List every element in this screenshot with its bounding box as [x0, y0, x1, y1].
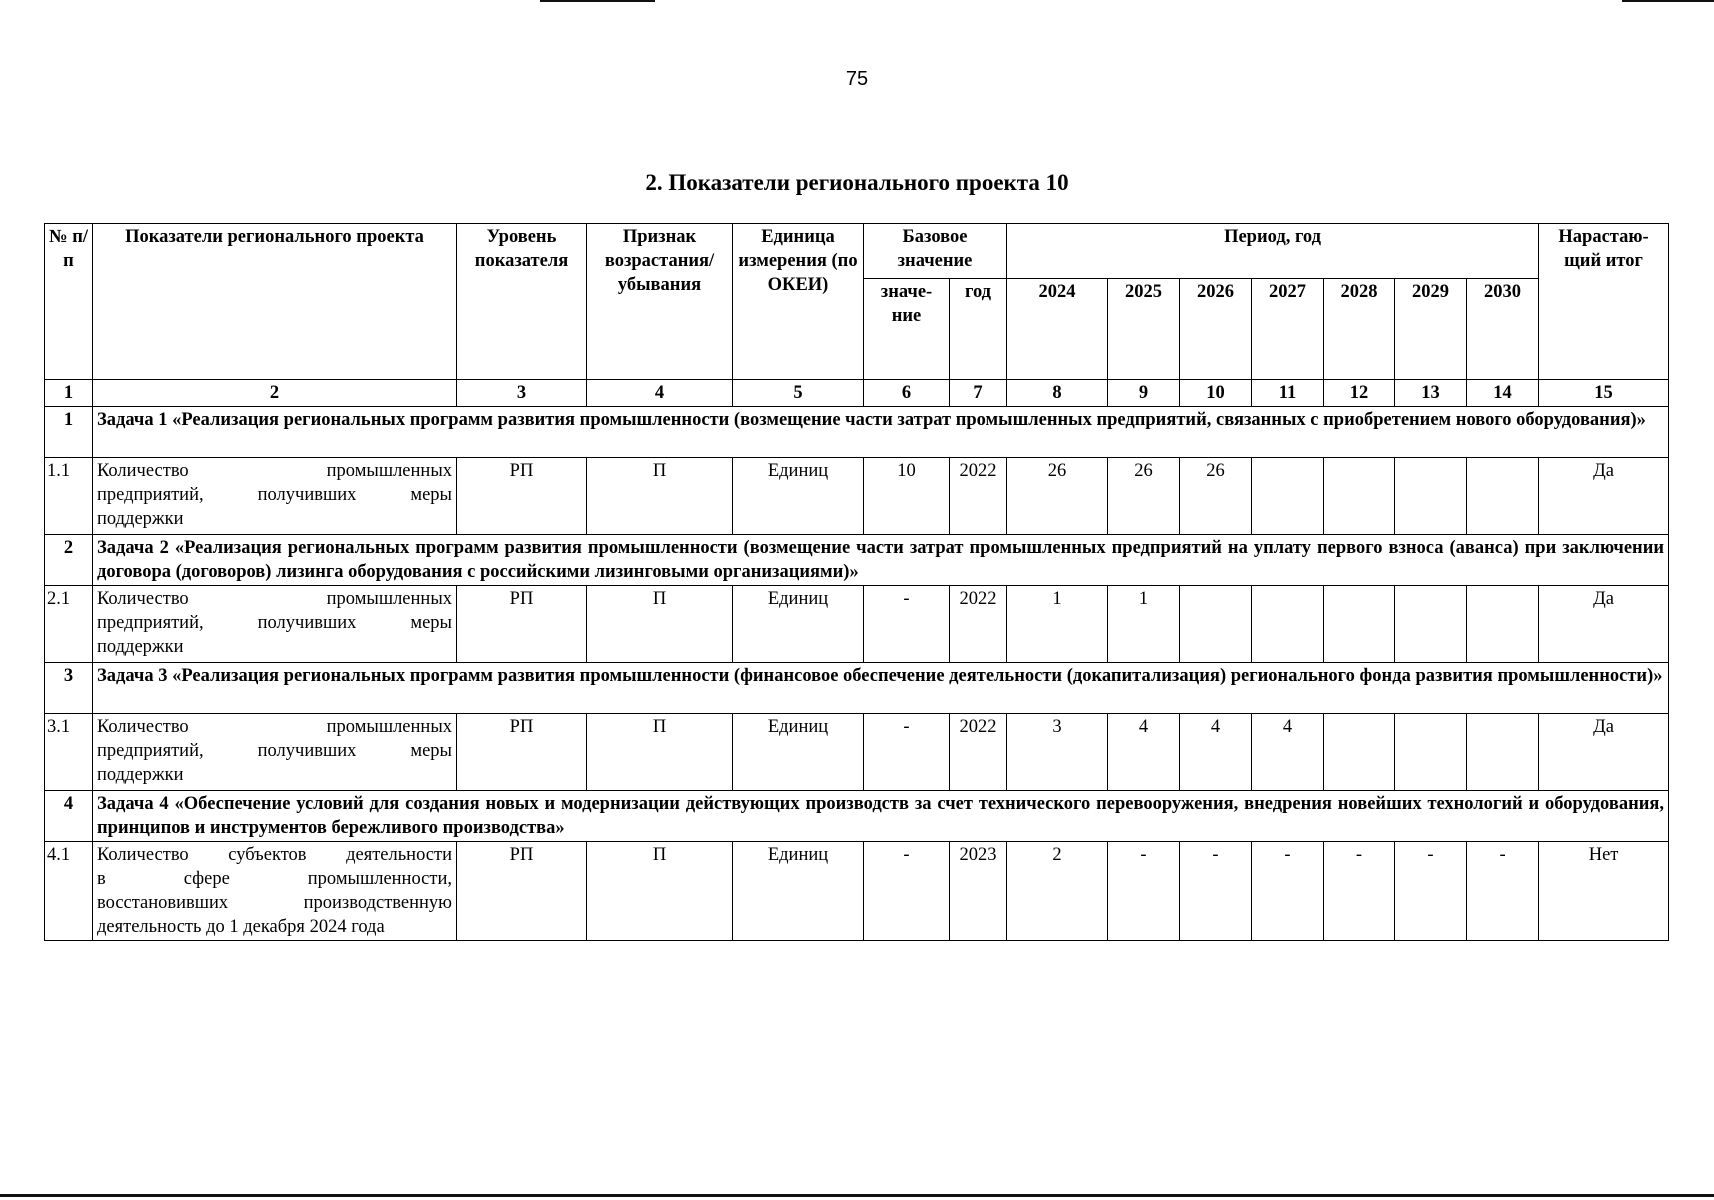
header-year-2028: 2028: [1324, 279, 1395, 380]
scan-edge-top-right: [1622, 0, 1714, 2]
indicator-unit: Единиц: [733, 458, 864, 535]
column-number: 9: [1108, 380, 1180, 407]
year-value-2029: [1395, 586, 1467, 663]
year-value-2024: 26: [1007, 458, 1108, 535]
indicator-name-line: поддержки: [97, 637, 184, 658]
scan-edge-top-left: [540, 0, 655, 2]
task-row: [45, 663, 1669, 714]
indicator-trend: П: [587, 586, 733, 663]
column-number: 11: [1252, 380, 1324, 407]
section-title: 2. Показатели регионального проекта 10: [645, 170, 1069, 195]
base-year: 2022: [950, 714, 1007, 791]
indicator-level: РП: [457, 842, 587, 941]
column-number: 14: [1467, 380, 1539, 407]
header-year-2024: 2024: [1007, 279, 1108, 380]
indicator-name-line: в сфере промышленности,: [97, 869, 452, 890]
year-value-2027: [1252, 586, 1324, 663]
year-value-2026: 26: [1180, 458, 1252, 535]
year-value-2028: [1324, 714, 1395, 791]
header-cumulative: Нарастаю-щий итог: [1539, 224, 1669, 380]
indicator-name: [93, 458, 457, 535]
base-year: 2023: [950, 842, 1007, 941]
indicator-name-line: Количество промышленных: [97, 589, 452, 610]
year-value-2025: -: [1108, 842, 1180, 941]
base-value: 10: [864, 458, 950, 535]
header-level: Уровень показателя: [457, 224, 587, 380]
year-value-2027: 4: [1252, 714, 1324, 791]
indicators-table: [44, 223, 1669, 941]
header-year-2025: 2025: [1108, 279, 1180, 380]
year-value-2028: [1324, 458, 1395, 535]
base-value: -: [864, 714, 950, 791]
indicator-level: РП: [457, 586, 587, 663]
indicator-name-line: деятельность до 1 декабря 2024 года: [97, 917, 385, 938]
column-number: 1: [45, 380, 93, 407]
task-title: Задача 4 «Обеспечение условий для создания новых и модернизации действующих производств за счет технического перевооружения, внедрения новейших технологий и оборудования, принципов и инструментов бережливого производства»: [93, 791, 1669, 842]
year-value-2026: [1180, 586, 1252, 663]
indicator-name: [93, 714, 457, 791]
indicator-name: [93, 586, 457, 663]
header-indicator: Показатели регионального проекта: [93, 224, 457, 380]
indicator-number: 4.1: [45, 842, 93, 941]
column-number: 7: [950, 380, 1007, 407]
indicator-unit: Единиц: [733, 714, 864, 791]
cumulative-total: Да: [1539, 586, 1669, 663]
year-value-2027: [1252, 458, 1324, 535]
year-value-2025: 4: [1108, 714, 1180, 791]
year-value-2029: [1395, 458, 1467, 535]
header-base-year: год: [950, 279, 1007, 380]
indicator-name-line: поддержки: [97, 765, 184, 786]
column-number-row: [45, 380, 1669, 407]
indicator-row: [45, 842, 1669, 941]
column-number: 6: [864, 380, 950, 407]
indicator-name-line: поддержки: [97, 509, 184, 530]
year-value-2028: [1324, 586, 1395, 663]
header-year-2026: 2026: [1180, 279, 1252, 380]
indicator-unit: Единиц: [733, 586, 864, 663]
base-value: -: [864, 842, 950, 941]
cumulative-total: Да: [1539, 458, 1669, 535]
indicator-name-line: предприятий, получивших меры: [97, 485, 452, 506]
column-number: 5: [733, 380, 864, 407]
year-value-2024: 3: [1007, 714, 1108, 791]
column-number: 8: [1007, 380, 1108, 407]
page-number: 75: [845, 68, 869, 90]
header-trend: Признак возрастания/ убывания: [587, 224, 733, 380]
task-title: Задача 2 «Реализация региональных программ развития промышленности (возмещение части затрат промышленных предприятий на уплату первого взноса (аванса) при заключении договора (договоров) лизинга оборудования с российскими лизинговыми организациями)»: [93, 535, 1669, 586]
indicator-number: 1.1: [45, 458, 93, 535]
table-body: [45, 380, 1669, 941]
year-value-2029: [1395, 714, 1467, 791]
indicator-row: [45, 458, 1669, 535]
indicator-row: [45, 714, 1669, 791]
column-number: 4: [587, 380, 733, 407]
header-period: Период, год: [1007, 224, 1539, 279]
indicator-number: 3.1: [45, 714, 93, 791]
column-number: 13: [1395, 380, 1467, 407]
header-year-2030: 2030: [1467, 279, 1539, 380]
header-year-2027: 2027: [1252, 279, 1324, 380]
indicator-name-line: предприятий, получивших меры: [97, 613, 452, 634]
column-number: 10: [1180, 380, 1252, 407]
indicator-name-line: Количество субъектов деятельности: [97, 845, 452, 866]
year-value-2030: -: [1467, 842, 1539, 941]
task-row: [45, 791, 1669, 842]
header-num: № п/п: [45, 224, 93, 380]
base-year: 2022: [950, 458, 1007, 535]
year-value-2025: 1: [1108, 586, 1180, 663]
indicator-number: 2.1: [45, 586, 93, 663]
year-value-2025: 26: [1108, 458, 1180, 535]
indicator-name-line: Количество промышленных: [97, 717, 452, 738]
task-row: [45, 535, 1669, 586]
task-number: 4: [45, 791, 93, 842]
indicator-unit: Единиц: [733, 842, 864, 941]
indicator-name-line: восстановивших производственную: [97, 893, 452, 914]
indicator-name-line: Количество промышленных: [97, 461, 452, 482]
cumulative-total: Нет: [1539, 842, 1669, 941]
indicator-level: РП: [457, 458, 587, 535]
column-number: 2: [93, 380, 457, 407]
year-value-2028: -: [1324, 842, 1395, 941]
year-value-2024: 1: [1007, 586, 1108, 663]
base-year: 2022: [950, 586, 1007, 663]
year-value-2029: -: [1395, 842, 1467, 941]
task-title: Задача 3 «Реализация региональных программ развития промышленности (финансовое обеспечение деятельности (докапитализация) регионального фонда развития промышленности)»: [93, 663, 1669, 714]
indicator-trend: П: [587, 458, 733, 535]
task-title: Задача 1 «Реализация региональных программ развития промышленности (возмещение части затрат промышленных предприятий, связанных с приобретением нового оборудования)»: [93, 407, 1669, 458]
year-value-2030: [1467, 458, 1539, 535]
indicator-name-line: предприятий, получивших меры: [97, 741, 452, 762]
base-value: -: [864, 586, 950, 663]
indicator-trend: П: [587, 714, 733, 791]
indicator-trend: П: [587, 842, 733, 941]
year-value-2027: -: [1252, 842, 1324, 941]
task-number: 1: [45, 407, 93, 458]
task-number: 2: [45, 535, 93, 586]
header-base: Базовое значение: [864, 224, 1007, 279]
year-value-2024: 2: [1007, 842, 1108, 941]
header-base-value: значе-ние: [864, 279, 950, 380]
task-number: 3: [45, 663, 93, 714]
column-number: 15: [1539, 380, 1669, 407]
year-value-2026: 4: [1180, 714, 1252, 791]
indicator-name: [93, 842, 457, 941]
header-row: [45, 224, 1669, 279]
year-value-2026: -: [1180, 842, 1252, 941]
indicator-row: [45, 586, 1669, 663]
year-value-2030: [1467, 586, 1539, 663]
cumulative-total: Да: [1539, 714, 1669, 791]
indicator-level: РП: [457, 714, 587, 791]
task-row: [45, 407, 1669, 458]
header-year-2029: 2029: [1395, 279, 1467, 380]
column-number: 3: [457, 380, 587, 407]
year-value-2030: [1467, 714, 1539, 791]
scan-edge-bottom: [0, 1194, 1714, 1197]
column-number: 12: [1324, 380, 1395, 407]
header-unit: Единица измерения (по ОКЕИ): [733, 224, 864, 380]
